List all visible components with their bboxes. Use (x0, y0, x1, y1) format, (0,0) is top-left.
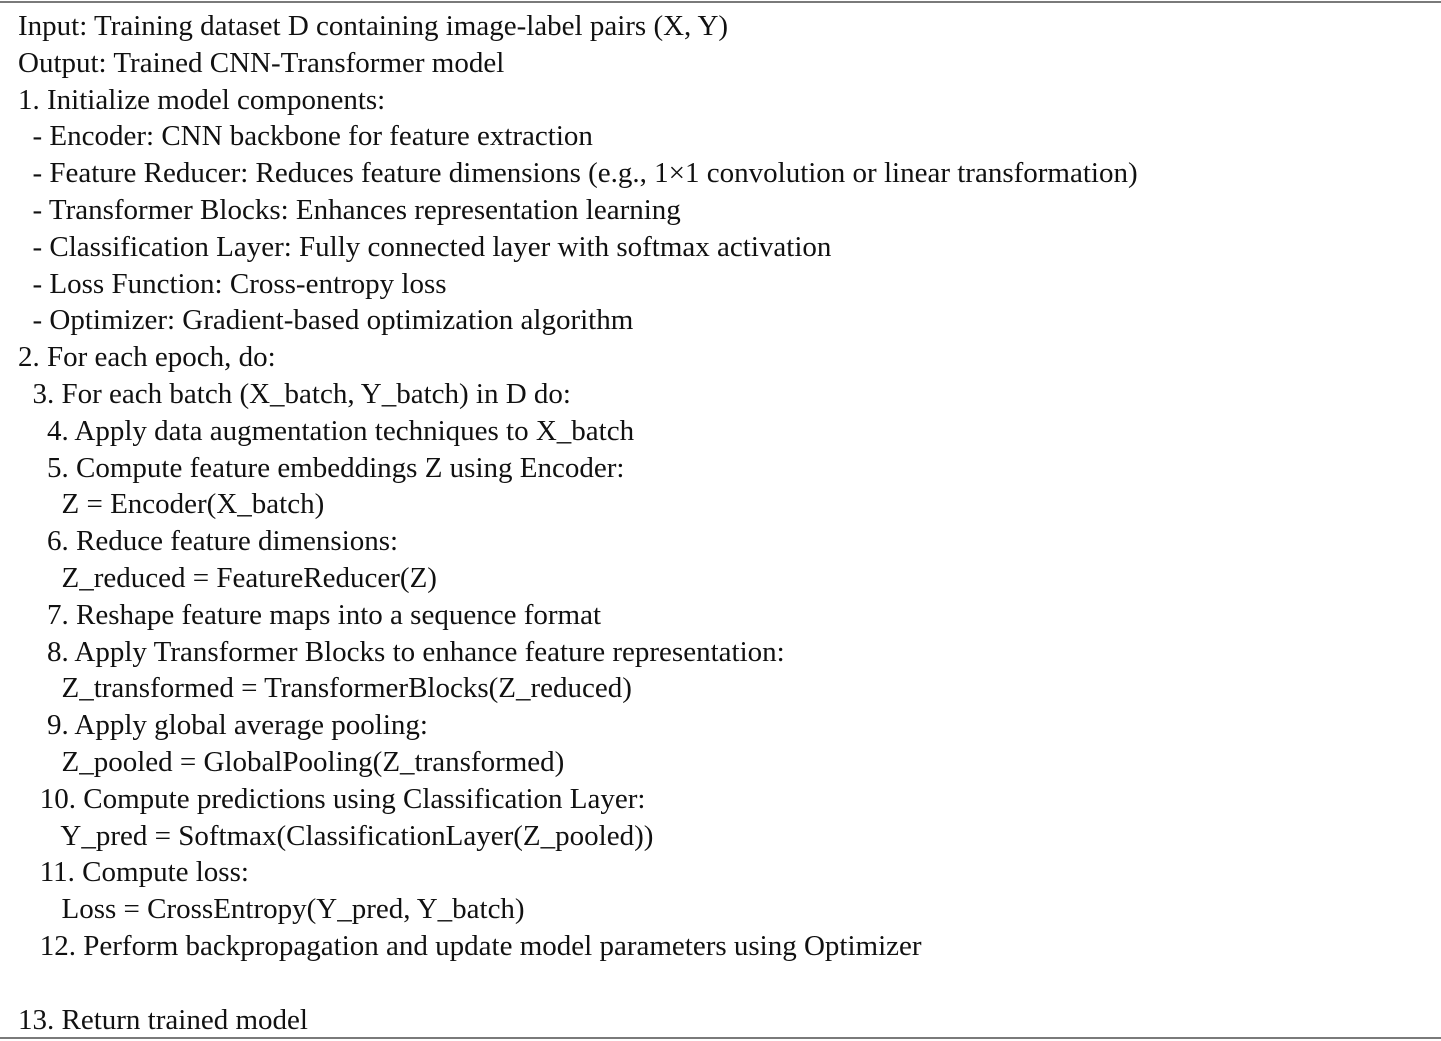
algorithm-step-line: Y_pred = Softmax(ClassificationLayer(Z_pooled)) (18, 819, 654, 852)
algorithm-step-line: 4. Apply data augmentation techniques to X_batch (18, 414, 635, 447)
algorithm-step-line: - Feature Reducer: Reduces feature dimensions (e.g., 1×1 convolution or linear transformation) (18, 157, 1138, 190)
algorithm-step-line: 3. For each batch (X_batch, Y_batch) in D do: (18, 377, 571, 410)
algorithm-step-line: 11. Compute loss: (18, 856, 249, 889)
algorithm-output-line: Output: Trained CNN-Transformer model (18, 46, 505, 79)
algorithm-step-line: 8. Apply Transformer Blocks to enhance feature representation: (18, 635, 785, 668)
algorithm-step-line: Z = Encoder(X_batch) (18, 488, 325, 521)
algorithm-step-line: 1. Initialize model components: (18, 83, 386, 116)
algorithm-step-line: 12. Perform backpropagation and update model parameters using Optimizer (18, 929, 922, 962)
blank-line (18, 965, 1428, 1002)
algorithm-return-line: 13. Return trained model (18, 1003, 308, 1036)
algorithm-step-line: 6. Reduce feature dimensions: (18, 525, 399, 558)
algorithm-step-line: Z_reduced = FeatureReducer(Z) (18, 561, 437, 594)
algorithm-input-line: Input: Training dataset D containing image-label pairs (X, Y) (18, 10, 729, 42)
algorithm-step-line: Z_pooled = GlobalPooling(Z_transformed) (18, 745, 565, 778)
top-rule (0, 1, 1441, 3)
algorithm-step-line: - Classification Layer: Fully connected layer with softmax activation (18, 230, 832, 263)
algorithm-step-line: - Loss Function: Cross-entropy loss (18, 267, 447, 300)
algorithm-step-line: Z_transformed = TransformerBlocks(Z_reduced) (18, 672, 632, 705)
algorithm-step-line: 2. For each epoch, do: (18, 341, 276, 374)
algorithm-step-line: - Transformer Blocks: Enhances representation learning (18, 193, 681, 226)
algorithm-step-line: - Optimizer: Gradient-based optimization algorithm (18, 304, 634, 337)
algorithm-step-line: 10. Compute predictions using Classification Layer: (18, 782, 646, 815)
algorithm-step-line: Loss = CrossEntropy(Y_pred, Y_batch) (18, 893, 525, 926)
algorithm-step-line: - Encoder: CNN backbone for feature extraction (18, 120, 593, 153)
bottom-rule (0, 1037, 1441, 1039)
algorithm-block (18, 8, 1428, 1038)
algorithm-step-line: 9. Apply global average pooling: (18, 709, 428, 742)
algorithm-step-line: 5. Compute feature embeddings Z using Encoder: (18, 451, 625, 484)
algorithm-step-line: 7. Reshape feature maps into a sequence format (18, 598, 602, 631)
